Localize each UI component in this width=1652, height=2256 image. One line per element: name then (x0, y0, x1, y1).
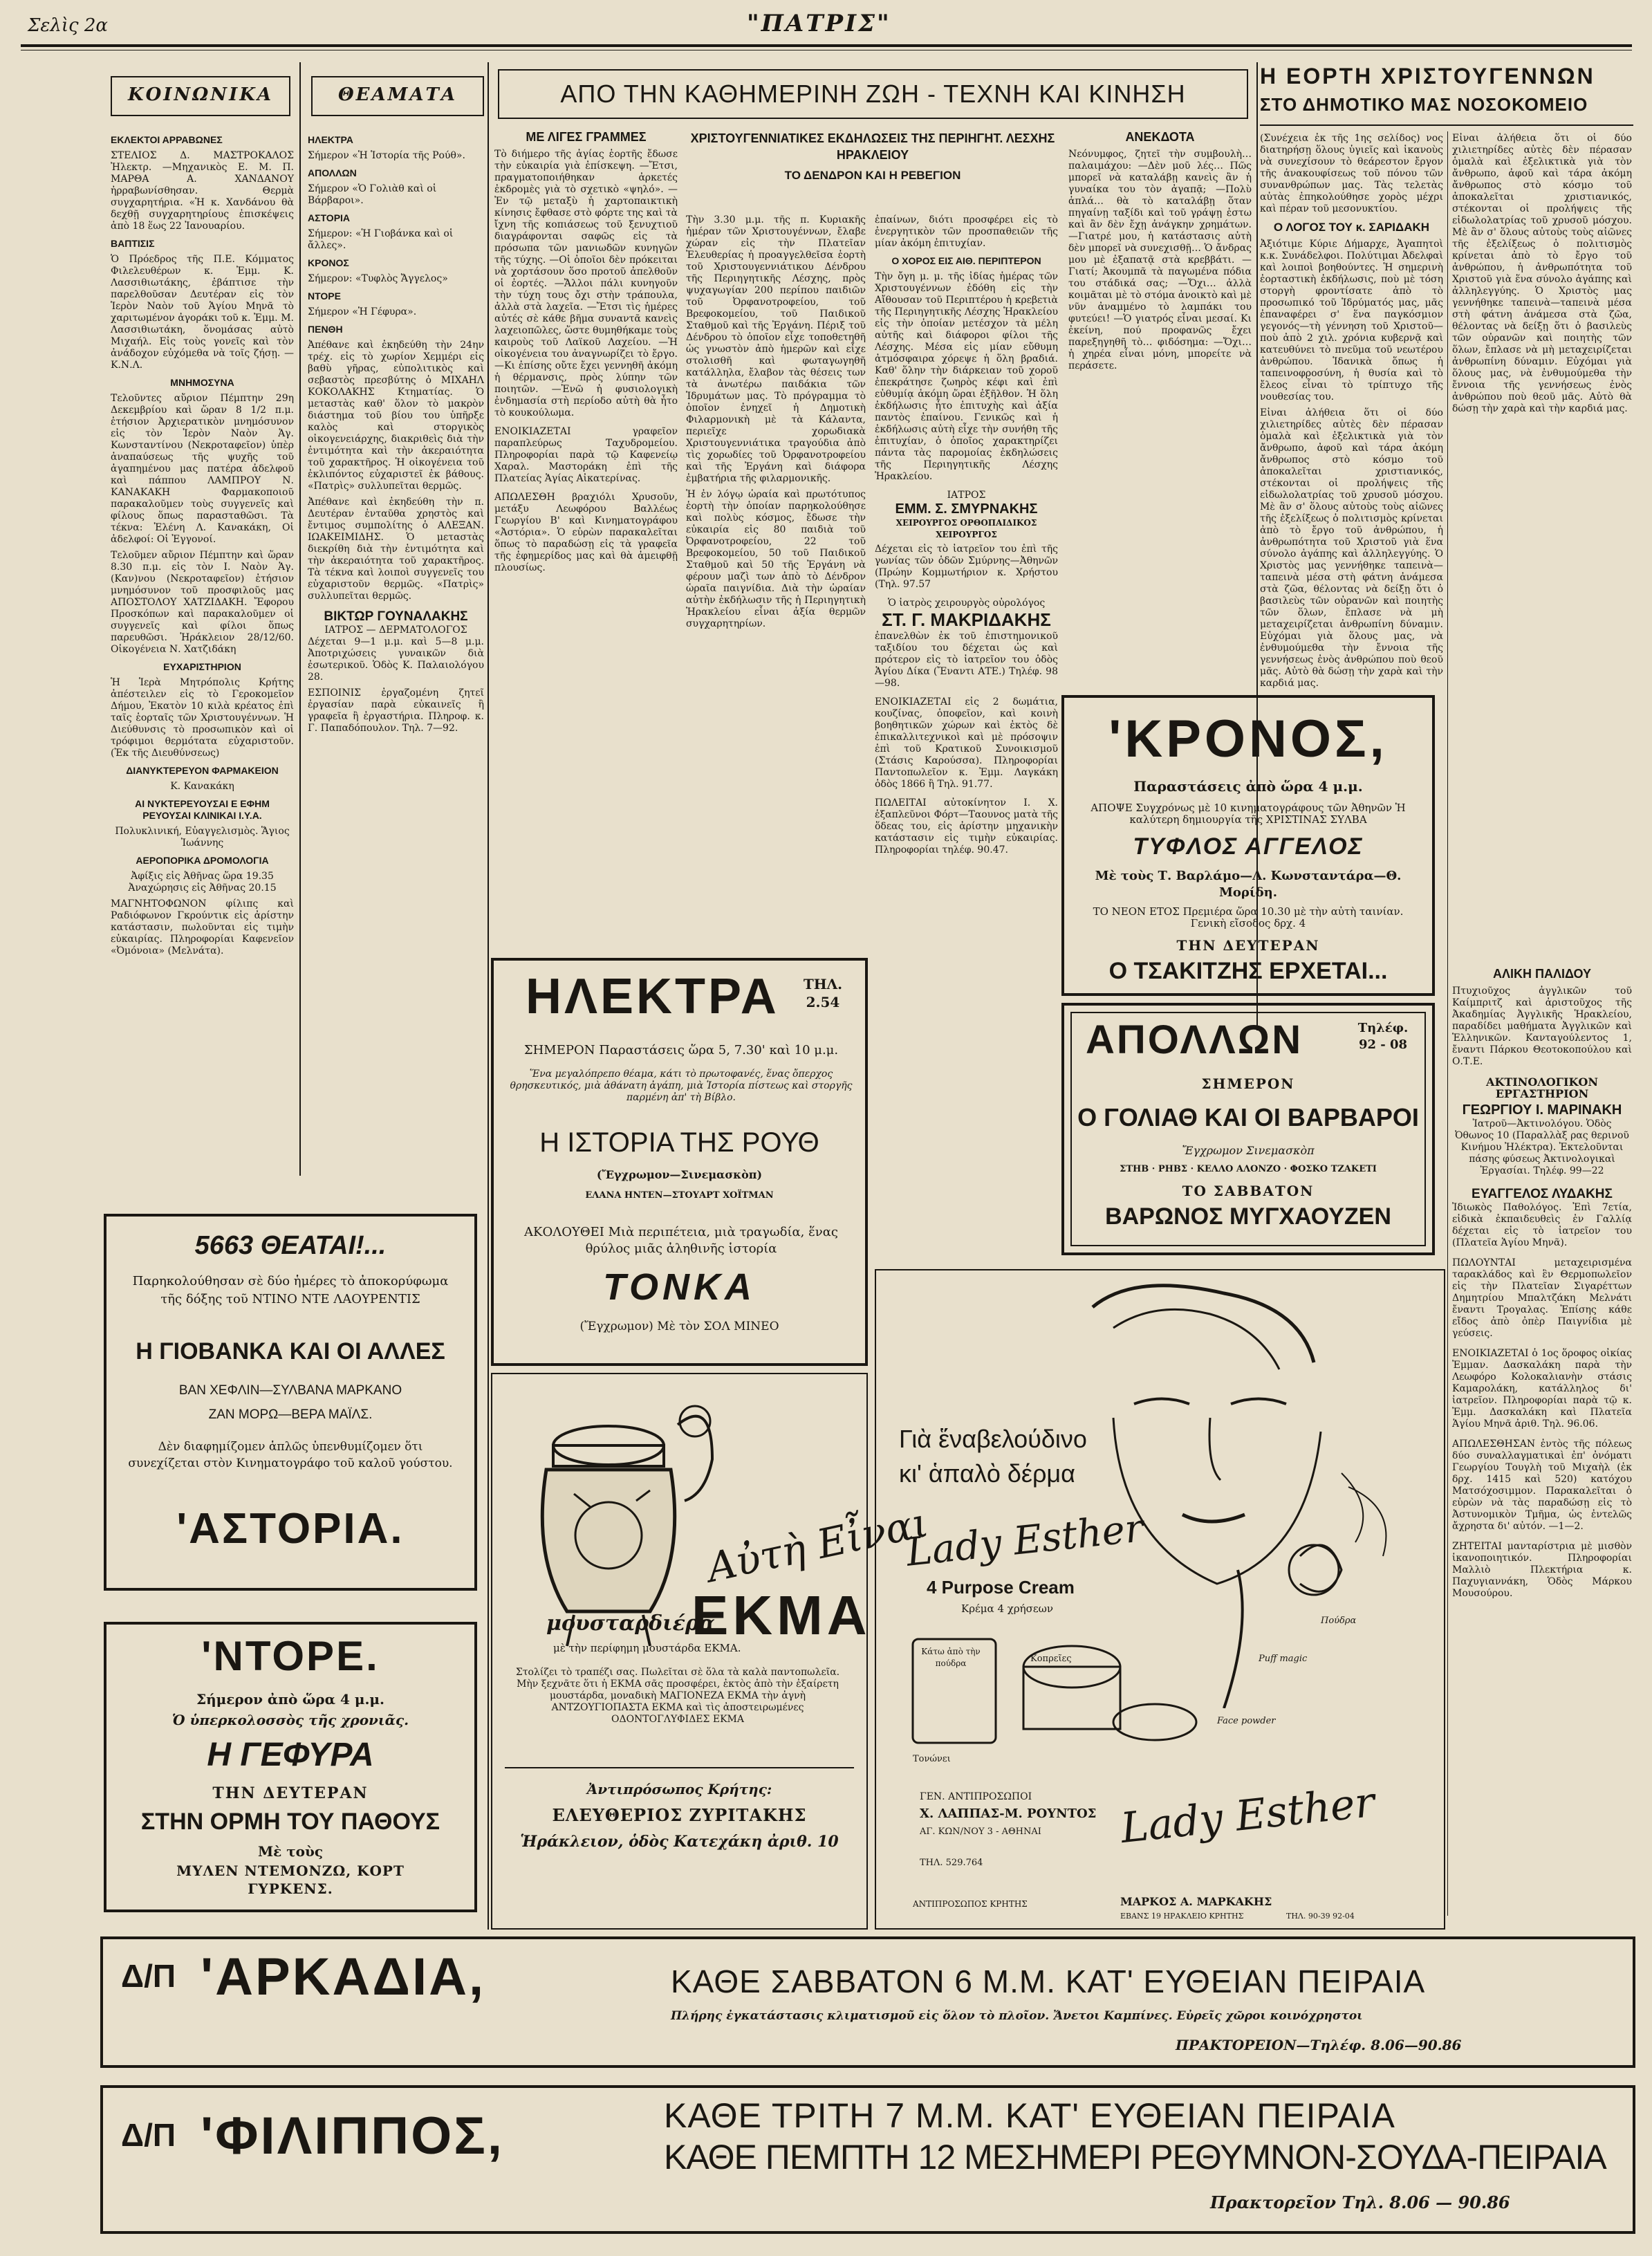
column-divider (488, 62, 489, 1930)
arkadia-name: 'ΑΡΚΑΔΙΑ, (201, 1948, 486, 2006)
dance-heading: Ο ΧΟΡΟΣ ΕΙΣ ΑΙΘ. ΠΕΡΙΠΤΕΡΟΝ (891, 255, 1041, 266)
thanks-heading: ΕΥΧΑΡΙΣΤΗΡΙΟΝ (163, 661, 241, 672)
lady-reps-addr: ΑΓ. ΚΩΝ/ΝΟΥ 3 - ΑΘΗΝΑΙ (920, 1827, 1041, 1837)
ekma-product: μουσταρδιέρα (546, 1611, 715, 1636)
rent-notice-1: ΕΝΟΙΚΙΑΖΕΤΑΙ γραφεῖον παραπλεύρως Ταχυδρομείου. Πληροφορίαι παρὰ τῷ Καφενείῳ Χαραλ. Μαστοράκη ἐπὶ τῆς Πλατείας Ἁγίας Αἰκατερίνας. (494, 426, 678, 484)
hospital-rule (1260, 124, 1633, 126)
ntore-ad-film: Η ΓΕΦΥΡΑ (207, 1737, 374, 1773)
tree-col-2 (875, 214, 1058, 856)
lady-reps: Χ. ΛΑΠΠΑΣ-Μ. ΡΟΥΝΤΟΣ (920, 1806, 1097, 1821)
astoria-heading: ΑΣΤΟΡΙΑ (308, 212, 351, 223)
lost-notice: ΑΠΩΛΕΣΘΗ βραχιόλι Χρυσοῦν, μετάξυ Λεωφόρου Βαλλέως Γεωργίου Β' καὶ Κινηματογράφου «Ἀστόρια». Ὁ εὑρὼν παρακαλεῖται ὅπως τὸ παραδώσῃ εἰς τὰ γραφεῖα τῆς ἐφημερίδος μας καὶ θὰ ἀμειφθῇ πλουσίως. (494, 492, 678, 573)
lady-esther-heading-1: Γιὰ ἕναβελούδινο (899, 1425, 1087, 1453)
penthos-text-2: Ἀπέθανε καὶ ἐκηδεύθη τὴν π. Δευτέραν ἐνταῦθα χρηστὸς καὶ ἔντιμος συμπολίτης ὁ ΑΛΕΞΑΝ. ΙΩΑΚΕΙΜΙΔΗΣ. Ὁ μεταστὰς διεκρίθη διὰ τὴν ἐντιμότητα καὶ τὴν ἀκεραιότητα τοῦ χαρακτῆρος. Τὰ τέκνα καὶ λοιποὶ συγγενεῖς του εὐχαριστοῦν θερμῶς. «Πατρὶς» συλλυπεῖται θερμῶς. (308, 497, 484, 602)
astoria-ad-title: 5663 ΘΕΑΤΑΙ!... (194, 1231, 387, 1260)
masthead-rule (21, 44, 1632, 47)
anecdotes-column (1068, 124, 1252, 372)
ekma-rep: ΕΛΕΥΘΕΡΙΟΣ ΖΥΡΙΤΑΚΗΣ (552, 1805, 807, 1825)
electra-ad-title: ΗΛΕΚΤΡΑ (526, 969, 779, 1024)
xray-heading: ΑΚΤΙΝΟΛΟΓΙΚΟΝ ΕΡΓΑΣΤΗΡΙΟΝ (1486, 1075, 1598, 1100)
lost-bills-ad: ΑΠΩΛΕΣΘΗΣΑΝ ἐντὸς τῆς πόλεως δύο συναλλαγματικαὶ ἐπ' ὀνόματι Γεωργίου Τουγλὴ τοῦ Μιχαὴλ (ἐκ δρχ. 1415 καὶ 520) κατόχου Ματσόχοσιμμον. Παρακαλεῖται ὁ εὑρὼν νὰ τὰς παραδώσῃ εἰς τὸ Ἀστυνομικὸν Τμῆμα, ὡς ἐντελῶς ἄχρηστα δι' αὐτόν. —1—2. (1452, 1439, 1632, 1532)
anecdotes-heading: ΑΝΕΚΔΟΤΑ (1125, 130, 1195, 144)
arkadia-prefix: Δ/Π (121, 1958, 176, 1994)
alice-heading: ΑΛΙΚΗ ΠΑΛΙΔΟΥ (1493, 967, 1591, 981)
kronos-ad-times: Παραστάσεις ἀπὸ ὥρα 4 μ.μ. (1133, 778, 1363, 795)
speech-text: Ἀξιότιμε Κύριε Δήμαρχε, Ἀγαπητοὶ κ.κ. Συνάδελφοι. Πολύτιμαι Ἀδελφαὶ καὶ λοιποὶ βοηθούντες. Ἡ σημερινὴ ἐορταστικὴ ἐκδήλωσις, ποὺ μὲ τόση στοργὴ φροντίσατε ἀπὸ τὸ προσωπικό τοῦ Ἱδρύματός μας, μᾶς ἐπαναφέρει σ' ἕνα παγκόσμιον γεγονός—τὴ γέννηση τοῦ Χριστοῦ—ποὺ ἀπὸ 2 χιλ. χρόνια κυβερνᾷ καὶ κατευθύνει τὸ πνεῦμα τοῦ νεωτέρου ἀνθρώπου. Ἱδανικὰ ὅπως ἡ ταπεινοφροσύνη, ἡ θυσία καὶ τὸ ἔλεος εἶναι τὸ τρίπτυχο τῆς νουθεσίας του. (1260, 239, 1443, 403)
cream-jars-icon (899, 1625, 1210, 1757)
ntore-ad-sub: Ὁ ὑπερκολοσσὸς τῆς χρονιᾶς. (171, 1712, 409, 1728)
social-title: ΚΟΙΝΩΝΙΚΑ (127, 84, 273, 105)
ekma-rule (505, 1767, 854, 1768)
apollon-ad-film-2: ΒΑΡΩΝΟΣ ΜΥΓΧΑΟΥΖΕΝ (1105, 1203, 1391, 1230)
electra-ad-color-2: (Ἔγχρωμον) Μὲ τὸν ΣΟΛ ΜΙΝΕΟ (579, 1320, 779, 1333)
ekma-address: Ἡράκλειον, ὁδὸς Κατεχάκη ἀριθ. 10 (520, 1833, 839, 1851)
xray-name: ΓΕΩΡΓΙΟΥ Ι. ΜΑΡΙΝΑΚΗ (1462, 1102, 1622, 1118)
column-divider (1447, 131, 1448, 1916)
tree-text-2: Ἡ ἐν λόγῳ ὡραία καὶ πρωτότυπος ἑορτὴ τὴν ὁποίαν παρηκολούθησε καὶ πολὺς κόσμος, ἔδωσε τὴν εὐκαιρία εἰς 80 παιδιὰ τοῦ Ὀρφανοτροφείου, 22 τοῦ Βρεφοκομείου, 50 τοῦ Παιδικοῦ Σταθμοῦ καὶ 50 τῆς Ἐργάνη νὰ φέρουν μαζὶ των ἀπὸ τὸ Δένδρον ὡραῖα παιγνίδια. Διὰ τὴν ὡραίαν αὐτὴν ἐκδήλωσιν τῆς ἡ Περιηγητικὴ Ἡρακλείου εἶναι ἀξία θερμῶν συγχαρητηρίων. (686, 489, 866, 629)
ekma-rep-label: Ἀντιπρόσωπος Κρήτης: (586, 1781, 772, 1797)
astoria-ad-cast-1: ΒΑΝ ΧΕΦΛΙΝ—ΣΥΛΒΑΝΑ ΜΑΡΚΑΝΟ (178, 1383, 402, 1398)
kronos-ad-title: 'ΚΡΟΝΟΣ, (1108, 710, 1388, 768)
lady-crete-label: ΑΝΤΙΠΡΟΣΩΠΟΣ ΚΡΗΤΗΣ (913, 1899, 1028, 1909)
apollon-ad-sat: ΤΟ ΣΑΒΒΑΤΟΝ (1182, 1183, 1315, 1199)
penthos-text: Ἀπέθανε καὶ ἐκηδεύθη τὴν 24ην τρέχ. εἰς τὸ χωρίον Χεμμέρι εἰς βαθὺ γῆρας, εὐπολιτικὸς καὶ σεβαστὸς πρεσβύτης ὁ ΜΙΧΑΗΛ ΚΟΚΟΛΑΚΗΣ Κτηματίας. Ὁ μεταστὰς καθ' ὅλον τὸ μακρὸν διάστημα τοῦ βίου του ὑπῆρξε καλὸς καὶ στοργικὸς οἰκογενειάρχης, διακριθεὶς διὰ τὴν ἐντιμότητα καὶ τὴν ἀκεραιότητα τοῦ χαρακτῆρος. Ἡ οἰκογένεια τοῦ ἐκλιπόντος εὐχαριστεῖ ἐκ βάθους. «Πατρὶς» συλλυπεῖται θερμῶς. (308, 340, 484, 492)
ekma-text: Στολίζει τὸ τραπέζι σας. Πωλεῖται σὲ ὅλα τὰ καλὰ παντοπωλεῖα. Μὴν ξεχνᾶτε ὅτι ἡ ΕΚΜΑ σᾶς προσφέρει, ἐκτὸς ἀπὸ τὴν ἐξαίρετη μουστάρδα, μοναδικὴ ΜΑΓΙΟΝΕΖΑ ΕΚΜΑ τὴν ἁγνὴ ΑΝΤΖΟΥΓΙΟΠΑΣΤΑ ΕΚΜΑ καὶ τὶς ἀποστειρωμένες ΟΔΟΝΤΟΓΛΥΦΙΔΕΣ ΕΚΜΑ (515, 1667, 840, 1725)
hospital-title-2: ΣΤΟ ΔΗΜΟΤΙΚΟ ΜΑΣ ΝΟΣΟΚΟΜΕΙΟ (1260, 94, 1588, 115)
speech-heading: Ο ΛΟΓΟΣ ΤΟΥ κ. ΣΑΡΙΔΑΚΗ (1273, 221, 1430, 234)
kronos-text: Σήμερον: «Τυφλὸς Ἄγγελος» (308, 273, 448, 284)
hospital-col-2-top (1452, 133, 1632, 415)
ntore-ad-monday: ΤΗΝ ΔΕΥΤΕΡΑΝ (212, 1784, 369, 1802)
rent-ad: ΕΝΟΙΚΙΑΖΕΤΑΙ ὁ 1ος ὅροφος οἰκίας Ἐμμαν. Δασκαλάκη παρὰ τὴν Λεωφόρο Κολοκαλιανὴν στάσις Καμαρολάκη, κατάλληλος δι' ἰατρεῖον. Πληροφορίαι παρὰ τῷ κ. Ἐμμ. Δασκαλάκη καὶ Πλατεῖα Ἁγίου Μηνᾶ ἀριθ. Τηλ. 96.06. (1452, 1348, 1632, 1430)
kronos-ad-desc: ΑΠΟΨΕ Συγχρόνως μὲ 10 κινηματογράφους τῶν Ἀθηνῶν Ἡ καλύτερη δημιουργία τῆς ΧΡΙΣΤΙΝΑΣ ΣΥΛΒΑ (1090, 802, 1406, 826)
kronos-heading: ΚΡΟΝΟΣ (308, 257, 349, 268)
apollon-ad-today: ΣΗΜΕΡΟΝ (1201, 1075, 1295, 1092)
speech-text-side: Εἶναι ἀλήθεια ὅτι οἱ δύο χιλιετηρίδες αὐτὲς δὲν πέρασαν ὁμαλὰ καὶ ἐξελικτικὰ γιὰ τὸν ἄνθρωπο, ἀφοῦ καὶ τάρα ἀκόμη ἄνθρωπος στὸ κόσμο τοῦ ἀποκαλεῖται χριστιανικός, στέκονται οἱ προλήψεις τῆς εἰδωλολατρίας τοῦ χρυσοῦ μόσχου. Μὲ ἂν σ' ὅλους αὐτοὺς τοὺς αἰῶνες τῆς ἐξελίξεως ὁ πολιτισμὸς κρίνεται ἀπὸ τὸ ἔργο τοῦ ἀνθρώπου, ἡ ἀνθρωπότητα τοῦ Χριστοῦ γιὰ ἕνα σύνολο ἀγάπης καὶ ἀλληλεγγύης. Ὁ Χριστὸς μας γεννήθηκε ταπεινὰ—ταπεινὰ μέσα στὴ φάτνη ἀνάμεσα στὰ ζῶα, θέλοντας νὰ δείξῃ ὅτι ὁ βασιλεὺς τῶν οὐρανῶν καὶ ποιητὴς τῶν ὅλων, ἔπλασε νὰ μὴ μεταχειρίζεται ἀνθρωπίνη δύναμιν. Εὐχόμαι γιὰ ὅλους μας, νὰ ἐνθυμούμεθα τὴν ἔννοια τῆς γεννήσεως ἐνὸς ἀνθρώπου ποὺ θεοῦ μᾶς. Αὐτὸ θὰ δώσῃ τὴν χαρὰ καὶ τὴν καρδιά μας. (1452, 133, 1632, 414)
astoria-ad-cast-2: ΖΑΝ ΜΟΡΩ—ΒΕΡΑ ΜΑΪΛΣ. (208, 1407, 373, 1422)
hospital-col-2 (1452, 961, 1632, 1600)
lady-esther-brand-2: Lady Esther (1118, 1777, 1377, 1853)
ekma-slogan: Αὐτὴ Εἶναι (703, 1498, 933, 1592)
lady-crete-addr: ΕΒΑΝΣ 19 ΗΡΑΚΛΕΙΟ ΚΡΗΤΗΣ (1120, 1912, 1244, 1921)
arkadia-tel: ΠΡΑΚΤΟΡΕΙΟΝ—Τηλέφ. 8.06—90.86 (1176, 2037, 1462, 2053)
doctor-smyr-title: ΧΕΙΡΟΥΡΓΟΣ ΟΡΘΟΠΑΙΔΙΚΟΣ ΧΕΙΡΟΥΡΓΟΣ (895, 518, 1037, 539)
tree-heading: ΤΟ ΔΕΝΔΡΟΝ ΚΑΙ Η ΡΕΒΕΓΙΟΝ (784, 169, 961, 182)
doctor-smyr-label: ΙΑΤΡΟΣ (947, 490, 986, 501)
lady-esther-heading-2: κι' ἁπαλὸ δέρμα (899, 1459, 1075, 1488)
apollon-ad-cast: ΣΤΗΒ · ΡΗΒΣ · ΚΕΛΛΟ ΑΛΟΝΖΟ · ΦΟΣΚΟ ΤΖΑΚΕΤΙ (1120, 1164, 1377, 1174)
ntore-ad-title: 'ΝΤΟΡΕ. (201, 1633, 380, 1679)
alice-text: Πτυχιοῦχος ἀγγλικῶν τοῦ Καίμπριτζ καὶ ἀριστοῦχος τῆς Ἀκαδημίας Ἀγγλικῆς Ἡρακλείου, παραδίδει μαθήματα Ἀγγλικῶν καὶ Ἑλληνικῶν. Κανταγούλεντος 1, ἔναντι Πάρκου Θεοτοκοπούλου καὶ Ο.Τ.Ε. (1452, 986, 1632, 1067)
filippos-prefix: Δ/Π (121, 2117, 176, 2153)
ntore-ad-film-2: ΣΤΗΝ ΟΡΜΗ ΤΟΥ ΠΑΘΟΥΣ (140, 1809, 440, 1835)
ekma-sub: μὲ τὴν περίφημη μουστάρδα ΕΚΜΑ. (553, 1642, 741, 1654)
engagements-heading: ΕΚΛΕΚΤΟΙ ΑΡΡΑΒΩΝΕΣ (111, 134, 223, 145)
ntore-ad-cast: ΜΥΛΕΝ ΝΤΕΜΟΝΖΩ, ΚΟΡΤ ΓΥΡΚΕΝΣ. (176, 1862, 405, 1897)
lady-esther-sub: Κρέμα 4 χρήσεων (961, 1602, 1054, 1615)
lydakis-heading: ΕΥΑΓΓΕΛΟΣ ΛΥΔΑΚΗΣ (1472, 1187, 1613, 1201)
doctor-mak-text: ἐπανελθὼν ἐκ τοῦ ἐπιστημονικοῦ ταξιδίου του δέχεται ὡς καὶ πρότερον εἰς τὸ ἰατρεῖον του ὁδὸς Ἁγίου Δίκα (Ἔναντι ΑΤΕ.) Τηλέφ. 98—98. (875, 631, 1058, 689)
tree-text (686, 214, 866, 630)
doctor-text: Δέχεται 9—1 μ.μ. καὶ 5—8 μ.μ. Ἀποτριχώσεις γυναικῶν διὰ ἐσωτερικοῦ. Ὁδὸς Κ. Παλαιολόγου 28. (308, 636, 484, 683)
hospital-col-1 (1260, 133, 1443, 690)
ntore-ad-today: Σήμερον ἀπὸ ὥρα 4 μ.μ. (196, 1691, 385, 1708)
astoria-text: Σήμερον: «Ἡ Γιοβάνκα καὶ οἱ ἄλλες». (308, 228, 454, 251)
speech-text-continued: Εἶναι ἀλήθεια ὅτι οἱ δύο χιλιετηρίδες αὐτὲς δὲν πέρασαν ὁμαλὰ καὶ ἐξελικτικὰ γιὰ τὸν ἄνθρωπο, ἀφοῦ καὶ τάρα ἀκόμη ἄνθρωπος στὸ κόσμο τοῦ ἀποκαλεῖται χριστιανικός, στέκονται οἱ προλήψεις τῆς εἰδωλολατρίας τοῦ χρυσοῦ μόσχου. Μὲ ἂν σ' ὅλους αὐτοὺς τοὺς αἰῶνες τῆς ἐξελίξεως ὁ πολιτισμὸς κρίνεται ἀπὸ τὸ ἔργο τοῦ ἀνθρώπου, ἡ ἀνθρωπότητα τοῦ Χριστοῦ γιὰ ἕνα σύνολο ἀγάπης καὶ ἀλληλεγγύης. Ὁ Χριστὸς μας γεννήθηκε ταπεινὰ—ταπεινὰ μέσα στὴ φάτνη ἀνάμεσα στὰ ζῶα, θέλοντας νὰ δείξῃ ὅτι ὁ βασιλεὺς τῶν οὐρανῶν καὶ ποιητὴς τῶν ὅλων, ἔπλασε νὰ μὴ μεταχειρίζεται ἀνθρωπίνη δύναμιν. Εὐχόμαι γιὰ ὅλους μας, νὰ ἐνθυμούμεθα τὴν ἔννοια τῆς γεννήσεως ἐνὸς ἀνθρώπου ποὺ θεοῦ μᾶς. Αὐτὸ θὰ δώσῃ τὴν χαρὰ καὶ τὴν καρδιά μας. (1260, 407, 1443, 689)
filippos-route-1: ΚΑΘΕ ΤΡΙΤΗ 7 Μ.Μ. ΚΑΤ' ΕΥΘΕΙΑΝ ΠΕΙΡΑΙΑ (664, 2096, 1395, 2135)
electra-ad-color: (Ἔγχρωμον—Σινεμασκὸπ) (596, 1168, 763, 1181)
ntore-text: Σήμερον «Ἡ Γέφυρα». (308, 306, 417, 317)
memorials-text: Τελοῦντες αὔριον Πέμπτην 29η Δεκεμβρίου καὶ ὥραν 8 1/2 π.μ. ἐτήσιον Ἀρχιερατικὸν μνημόσυνον εἰς τὸν Ἱερὸν Ναὸν Ἁγ. Κωνσταντίνου (Νεκροταφεῖον) ὑπὲρ ἀναπαύσεως τῆς ψυχῆς τοῦ ἀγαπημένου μας πατέρα ἀδελφοῦ καὶ πάππου ΛΑΜΠΡΟΥ Ν. ΚΑΝΑΚΑΚΗ Φαρμακοποιοῦ παρακαλοῦμεν τοὺς συγγενεῖς καὶ φίλους ὅπως παρασταθῶσι. Τὰ τέκνα: Ἑλένη Λ. Κανακάκη, Οἱ ἀδελφοί: Οἱ Ἐγγονοί. (111, 393, 294, 545)
lydakis-text: Ἰδιωκὸς Παθολόγος. Ἐπὶ 7ετία, εἰδικὰ ἐκπαιδευθεὶς ἐν Γαλλίᾳ δέχεται εἰς τὸ ἰατρεῖον του (Πλατεῖα Ἁγίου Μηνᾶ). (1452, 1202, 1632, 1248)
lady-esther-brand: Lady Esther (904, 1506, 1146, 1575)
doctor-mak-label: Ὁ ἰατρὸς χειρουργὸς οὐρολόγος (887, 598, 1046, 609)
clinics-heading: ΑΙ ΝΥΚΤΕΡΕΥΟΥΣΑΙ Ε ΕΦΗΜ ΡΕΥΟΥΣΑΙ ΚΛΙΝΙΚΑΙ Ι.Υ.Α. (135, 798, 270, 821)
lady-crete-name: ΜΑΡΚΟΣ Α. ΜΑΡΚΑΚΗΣ (1120, 1895, 1272, 1908)
lady-reps-label: ΓΕΝ. ΑΝΤΙΠΡΟΣΩΠΟΙ (920, 1791, 1032, 1802)
astoria-ad-note: Δὲν διαφημίζομεν ἁπλῶς ὑπενθυμίζομεν ὅτι συνεχίζεται στὸν Κινηματογράφο τοῦ καλοῦ γούστου. (128, 1440, 453, 1470)
lady-esther-jars (899, 1625, 1210, 1757)
kronos-ad-film-2: Ο ΤΣΑΚΙΤΖΗΣ ΕΡΧΕΤΑΙ... (1108, 958, 1388, 984)
electra-heading: ΗΛΕΚΤΡΑ (308, 134, 353, 145)
astoria-ad-text: Παρηκολούθησαν σὲ δύο ἡμέρες τὸ ἀποκορύφωμα τῆς δόξης τοῦ ΝΤΙΝΟ ΝΤΕ ΛΑΟΥΡΕΝΤΙΣ (132, 1274, 449, 1306)
apollon-ad-tel: Τηλέφ. 92 - 08 (1357, 1021, 1409, 1052)
social-column (111, 129, 294, 957)
missing-notice: ΕΣΠΟΙΝΙΣ ἐργαζομένη ζητεῖ ἐργασίαν παρὰ εὐκαινεῖς ἢ γραφεῖα ἢ ἐργαστήρια. Πληροφ. κ. Γ. Παπαδόπουλον. Τηλ. 7—92. (308, 687, 484, 734)
filippos-tel: Πρακτορεῖον Τηλ. 8.06 — 90.86 (1210, 2192, 1510, 2212)
filippos-route-2: ΚΑΘΕ ΠΕΜΠΤΗ 12 ΜΕΣΗΜΕΡΙ ΡΕΘΥΜΝΟΝ-ΣΟΥΔΑ-ΠΕΙΡΑΙΑ (664, 2138, 1606, 2176)
electra-ad-film-2: ΤΟΝΚΑ (602, 1266, 756, 1308)
doctor-smyr-name: ΕΜΜ. Σ. ΣΜΥΡΝΑΚΗΣ (895, 501, 1038, 517)
electra-ad-desc: Ἕνα μεγαλόπρεπο θέαμα, κάτι τὸ πρωτοφανές, ἕνας ὄπερχος θρησκευτικός, μιὰ ἀθάνατη ἀγάπη, μιὰ Ἱστορία πίστεως καὶ στοργῆς παρμένη ἀπ' τὴ Βίβλο. (510, 1069, 853, 1103)
page-label: Σελὶς 2α (28, 15, 108, 36)
engagements-text: ΣΤΕΛΙΟΣ Δ. ΜΑΣΤΡΟΚΑΛΟΣ Ἠλεκτρ. —Μηχανικὸς Ε. Μ. Π. ΜΑΡΘΑ Α. ΧΑΝΔΑΝΟΥ ἠρραβωνίσθησαν. Θερμὰ συγχαρητήρια. «Ἡ κ. Χανδάνου θὰ δεχθῇ συγχαρητηρίους ἐπισκέψεις ἀπὸ 18 ἕως 22 Ἰανουαρίου. (111, 150, 294, 232)
kronos-ad-film: ΤΥΦΛΟΣ ΑΓΓΕΛΟΣ (1133, 833, 1364, 860)
lady-label-under-powder: Κάτω ἀπὸ τὴν πούδρα (921, 1647, 981, 1668)
doctor-title: ΙΑΤΡΟΣ — ΔΕΡΜΑΤΟΛΟΓΟΣ (324, 625, 467, 636)
few-lines-text: Τὸ διήμερο τῆς ἁγίας ἑορτῆς ἔδωσε τὴν εὐκαιρία γιὰ ἐπίσκεψη. —Ἔτσι, πραγματοποιήθηκαν ἀρκετές ἐκδρομὲς γιὰ τὸ σχετικὸ «ψηλό». —Ἐν τῷ μεταξὺ ἡ χαρτοπαικτικὴ κίνησις ἔφθασε στὸ φόρτε της καὶ τὰ ἴχνη τῆς κοπιάσεως τοῦ ξενυχτιοῦ διαγράφονται σαφῶς εἰς τὰ πρόσωπα τῶν μανιωδῶν κυνηγῶν τῆς τύχης. —Οἱ ὁποῖοι δὲν πρόκειται νὰ χορτάσουν ὅσο προτοῦ ἀπελθοῦν οἱ ἐορτές. —Ἄλλοι πάλι κυνηγοῦν τὴν τύχη τους ὄχι στὴν τράπουλα, ἀλλὰ στὰ λαχεῖα. —Ἔτσι τὶς ἡμέρες αὐτές σὲ κάθε βῆμα συναντᾶ κανεὶς λαχειοπῶλες, ὥστε θυμηθήκαμε τοὺς καιροὺς τοῦ Λαϊκοῦ Λαχείου. —Ἡ οἰκογένεια του ἀναγνωρίζει τὸ ἔργο. —Κι ἐπίσης οὔτε ἔχει γεννηθῆ ἀκόμη ἡ θέρμανσις, πρὸς λύπην τῶν ποιητῶν. —Ἐνῶ ἡ φυσιολογικὴ ἐνδημασία στὴ περίοδο αὐτὴ θὰ ἦτο τὸ κουκούλωμα. (494, 149, 678, 418)
air-heading: ΑΕΡΟΠΟΡΙΚΑ ΔΡΟΜΟΛΟΓΙΑ (136, 855, 269, 866)
arkadia-desc: Πλήρης ἐγκατάστασις κλιματισμοῦ εἰς ὅλον τὸ πλοῖον. Ἄνετοι Καμπίνες. Εὐρεῖς χῶροι κοινόχρηστοι (671, 2009, 1363, 2023)
hospital-text: (Συνέχεια ἐκ τῆς 1ης σελίδος) νος διατηρήσῃ ὅλους ὑγιεῖς καὶ ἱκανοὺς νὰ συνεχίσουν τὸ θεάρεστον ἔργον τῆς ἀνακουφίσεως τοῦ πόνου τῶν συνανθρώπων μας. Τὰς τελετὰς αὐτὰς ἐπηκολούθησε χορὸς μέχρι καὶ πέραν τοῦ μεσονυκτίου. (1260, 133, 1443, 214)
anecdotes-text: Νεόνυμφος, ζητεῖ τὴν συμβουλὴ… παλαιμάχου: —Δὲν μοῦ λές… Πῶς μπορεῖ νὰ καταλάβῃ κανεὶς ἂν ἡ γυναίκα του τὸν ἀγαπᾷ; —Πολὺ ἁπλά… θὰ τὸ καταλάβῃ ὅταν πηγαίνῃ ταξίδι καὶ τοῦ γράψῃ ἐστω καὶ ἂν δὲν ἔχῃ ἀνάγκην χρημάτων. —Γιατρέ μου, ἡ κατάστασις αὐτὴ δὲν μπορεῖ νὰ συνεχισθῇ… Ὁ ἄνδρας μου μὲ ἐξαπατᾷ στὰ κρεββάτι. —Γιατί; Ἀκουμπᾶ τὰ παγωμένα πόδια του στάδικά σας; —Ὄχι… ἀλλὰ κοιμᾶται μὲ τὸ στόμα ἀνοικτὸ καὶ μὲ νῦν ἀναμμένο τὸ λαμπάκι του φυτεύει! —Ὁ γιατρός εἶναι μεσαί. Κι ἐκείνη, πού προφανῶς ἔχει παρεξηγηθῆ τὸ… φιδόσημα: —Ὄχι… ἡ χηρέα εἶναι μόνη, μπορείτε νὰ περάσετε. (1068, 149, 1252, 371)
kronos-ad-note: ΤΟ ΝΕΟΝ ΕΤΟΣ Πρεμιέρα ὥρα 10.30 μὲ τὴν αὐτὴ ταινίαν. Γενικὴ εἴσοδος δρχ. 4 (1093, 905, 1404, 930)
air-text: Ἀφίξις εἰς Ἀθῆνας ὥρα 19.35 Ἀναχώρησις εἰς Ἀθῆνας 20.15 (128, 871, 277, 894)
kronos-ad-cast: Μὲ τοὺς Τ. Βαρλάμο—Λ. Κωνσταντάρα—Θ. Μορίδη. (1095, 869, 1402, 900)
rent-notice-2: ΕΝΟΙΚΙΑΖΕΤΑΙ εἰς 2 δωμάτια, κουζίνας, ὁποφεῖον, καὶ κοινὴ βοηθητικῶν χώρων καὶ ἐκτὸς δὲ ἐπικαλλιτεχνικοὶ καὶ μὲ πρόσοψιν ἐπὶ τοῦ Κρατικοῦ Συνοικισμοῦ (Στάσις Καρούσσα). Πληροφορίαι Παντοπωλεῖον κ. Ἐμμ. Λαγκάκη ὁδὸς 1866 ἢ Τηλ. 91.77. (875, 696, 1058, 790)
doctor-mak-name: ΣΤ. Γ. ΜΑΚΡΙΔΑΚΗΣ (882, 609, 1051, 630)
memorials-text-2: Τελοῦμεν αὔριον Πέμπτην καὶ ὥραν 8.30 π.μ. εἰς τὸν Ι. Ναὸν Ἁγ. (Καν)νου (Νεκροταφεῖον) ἐτήσιον μνημόσυνον τοῦ προσφιλοῦς μας ΑΠΟΣΤΟΛΟΥ ΧΑΤΖΙΔΑΚΗ. Ἔφορου Προσκόπων καὶ παρακαλοῦμεν οἱ συγγενεῖς καὶ φίλοι ὅπως παρευθῶσι. Ἡράκλειον 28/12/60. Οἰκογένεια Ν. Χατζιδάκη (111, 550, 294, 655)
theatre-title: ΘΕΑΜΑΤΑ (337, 84, 458, 105)
apollon-text: Σήμερον «Ὁ Γολιὰθ καὶ οἱ Βάρβαροι». (308, 183, 437, 206)
kronos-ad-monday: ΤΗΝ ΔΕΥΤΕΡΑΝ (1176, 937, 1320, 954)
electra-ad-film: Η ΙΣΤΟΡΙΑ ΤΗΣ ΡΟΥΘ (539, 1127, 819, 1158)
apollon-ad-color: Ἔγχρωμον Σινεμασκὸπ (1182, 1144, 1315, 1157)
electra-ad-cast: ΕΛΑΝΑ ΗΝΤΕΝ—ΣΤΟΥΑΡΤ ΧΟΪΤΜΑΝ (585, 1190, 774, 1201)
job-ad: ΖΗΤΕΙΤΑΙ μανταρίστρια μὲ μισθὸν ἱκανοποιητικόν. Πληροφορίαι Μαλλιὸ Πλεκτήρια κ. Παχυγιαννάκη, Ὁδὸς Μάρκου Μουσούρου. (1452, 1541, 1632, 1599)
apollon-ad-title: ΑΠΟΛΛΩΝ (1086, 1017, 1303, 1062)
baptisms-text: Ὁ Πρόεδρος τῆς Π.Ε. Κόμματος Φιλελευθέρων κ. Ἐμμ. Κ. Λασσιθιωτάκης, ἐβάπτισε τὴν παρελθοῦσαν Δευτέραν εἰς τὸν Ἱερὸν Ναὸν τοῦ Ἁγίου Μηνᾶ τὸ χαριτωμένον ἀγοράκι τοῦ κ. Ἐμμ. Μ. Λασσιθιωτάκη, ὅνομάσας αὐτὸ Μιχαήλ. Εἰς τοὺς γονεῖς καὶ τὸν ἀνάδοχον εὐχόμεθα νὰ τοῖς ζήσῃ. —Κ.Ν.Λ. (111, 254, 294, 371)
ntore-heading: ΝΤΟΡΕ (308, 290, 341, 302)
astoria-ad-cinema: 'ΑΣΤΟΡΙΑ. (176, 1505, 405, 1553)
christmas-events-heading: ΧΡΙΣΤΟΥΓΕΝΝΙΑΤΙΚΕΣ ΕΚΔΗΛΩΣΕΙΣ ΤΗΣ ΠΕΡΙΗΓΗΤ. ΛΕΣΧΗΣ ΗΡΑΚΛΕΙΟΥ (690, 131, 1055, 162)
lady-esther-product: 4 Purpose Cream (927, 1577, 1075, 1598)
few-lines-heading: ΜΕ ΛΙΓΕΣ ΓΡΑΜΜΕΣ (526, 130, 647, 144)
car-sale-notice: ΠΩΛΕΙΤΑΙ αὐτοκίνητον Ι. Χ. ἑξαπλεῦνοι Φόρτ—Ταουνος ματὰ τῆς ὅδεας του, εἰς ἀρίστην μηχανικὴν κατάστασιν εἰς τιμὴν εὐκαιρίας. Πληροφορίαι τηλέφ. 90.47. (875, 797, 1058, 856)
pharmacies-heading: ΔΙΑΝΥΚΤΕΡΕΥΟΝ ΦΑΡΜΑΚΕΙΟΝ (126, 765, 279, 776)
ntore-ad-with: Μὲ τοὺς (257, 1843, 324, 1860)
apollon-heading: ΑΠΟΛΛΩΝ (308, 167, 357, 178)
column-divider (299, 62, 301, 1176)
electra-ad-today: ΣΗΜΕΡΟΝ Παραστάσεις ὥρα 5, 7.30' καὶ 10 μ.μ. (523, 1043, 839, 1057)
lady-label-tone: Τονώνει (913, 1754, 951, 1764)
magnetophono-ad: ΜΑΓΝΗΤΟΦΩΝΟΝ φίλιπς καὶ Ραδιόφωνον Γκρούντικ εἰς ἀρίστην κατάστασιν, πωλοῦνται εἰς τιμὴν εὐκαιρίας. Πληροφορίαι Καφενεῖον «Ὀμόνοια» (Μελνάτα). (111, 898, 294, 956)
hospital-title-1: Η ΕΟΡΤΗ ΧΡΙΣΤΟΥΓΕΝΝΩΝ (1260, 64, 1595, 89)
ekma-brand: ΕΚΜΑ (692, 1584, 871, 1646)
arkadia-route: ΚΑΘΕ ΣΑΒΒΑΤΟΝ 6 Μ.Μ. ΚΑΤ' ΕΥΘΕΙΑΝ ΠΕΙΡΑΙΑ (671, 1963, 1426, 1999)
filippos-name: 'ΦΙΛΙΠΠΟΣ, (201, 2107, 504, 2165)
few-lines-column (494, 124, 678, 574)
lady-label-puff: Puff magic (1259, 1654, 1308, 1664)
tree-continuation: ἐπαίνων, διότι προσφέρει εἰς τὸ ἐνεργητικὸν τῶν προσπαθειῶν τῆς μίαν ἀκόμη ἐπιτυχίαν. (875, 214, 1058, 249)
thanks-text: Ἡ Ἱερὰ Μητρόπολις Κρήτης ἀπέστειλεν εἰς τὸ Γεροκομεῖον Δήμου, Ἐκατὸν 10 κιλὰ κρέατος ἐπὶ ταῖς ἑορταῖς τῶν Χριστουγέννων. Ἡ Διεύθυνσις τὸ προσωπικὸν καὶ οἱ τρόφιμοι θερμότατα εὐχαριστοῦν. (Ἐκ τῆς Διευθύνσεως) (111, 677, 294, 759)
clinics-text: Πολυκλινική, Εὐαγγελισμὸς. Ἅγιος Ἰωάννης (115, 826, 290, 849)
memorials-heading: ΜΝΗΜΟΣΥΝΑ (170, 377, 234, 388)
lady-label-powder: Πούδρα (1321, 1616, 1357, 1626)
pharmacies-text: Κ. Κανακάκη (170, 781, 234, 792)
dance-text: Τὴν ὄγη μ. μ. τῆς ἰδίας ἡμέρας τῶν Χριστουγέννων ἐδόθη εἰς τὴν Αἴθουσαν τοῦ Περιπτέρου ἡ κρεβετιὰ τῆς Περιηγητικῆς Λέσχης Ἡρακλείου εἰς τὴν ὁποίαν μετέσχον τὰ μέλη αὐτῆς καὶ διάφοροι φίλοι τῆς Λέσχης. Μέσα εἰς μίαν εὔθυμη ἀτμόσφαιρα χόρεψε ἡ ὅλη βραδιά. Καθ' ὅλην τὴν διάρκειαν τοῦ χοροῦ ἐπεκράτησε ζωηρὸς κέφι καὶ ἐπὶ εὐθυμίᾳ ἀκόμη ὥραι ἐξῆλθον. Ἡ ὅλη ἐκδήλωσις ἦτο ἐπιτυχὴς καὶ ἀξία παντὸς ἐπαίνου. Γενικῶς καὶ ἡ ἐκδήλωσις αὐτὴ εἶχε τὴν συνήθη τῆς ἐπιτυχίαν, ὁ ὁποῖος χαρακτηρίζει πάντα τὰς παρομοίας ἐκδηλώσεις τῆς Περιηγητικῆς Λέσχης Ἡρακλείου. (875, 271, 1058, 482)
christmas-events (686, 124, 1059, 187)
lady-tel: ΤΗΛ. 529.764 (920, 1858, 983, 1868)
lady-label-face-powder: Face powder (1217, 1716, 1276, 1726)
baptisms-heading: ΒΑΠΤΙΣΙΣ (111, 238, 155, 249)
penthos-heading: ΠΕΝΘΗ (308, 324, 343, 335)
newspaper-name: "ΠΑΤΡΙΣ" (747, 10, 891, 37)
electra-ad-next: ΑΚΟΛΟΥΘΕΙ Μιὰ περιπέτεια, μιὰ τραγωδία, ἕνας θρύλος μιᾶς ἀληθινῆς ἱστορία (524, 1225, 838, 1256)
theatre-column (308, 129, 484, 734)
lady-label-cleanse: Κοπρεῖες (1030, 1654, 1072, 1664)
doctor-name: ΒΙΚΤΩΡ ΓΟΥΝΑΛΑΚΗΣ (324, 609, 468, 624)
electra-text: Σήμερον «Ἡ Ἱστορία τῆς Ρούθ». (308, 150, 465, 161)
astoria-ad-film: Η ΓΙΟΒΑΝΚΑ ΚΑΙ ΟΙ ΑΛΛΕΣ (136, 1338, 445, 1365)
daily-life-title: ΑΠΟ ΤΗΝ ΚΑΘΗΜΕΡΙΝΗ ΖΩΗ - ΤΕΧΝΗ ΚΑΙ ΚΙΝΗΣΗ (560, 80, 1186, 108)
tree-text-1: Τὴν 3.30 μ.μ. τῆς π. Κυριακῆς ἡμέραν τῶν Χριστουγέννων, ἔλαβε χώραν εἰς τὴν Πλατεῖαν Ἐλευθερίας ἡ προαγγελθεῖσα ἑορτὴ τοῦ Χριστουγεννιάτικου Δένδρου τῆς Περιηγητικῆς Λέσχης, πρὸς ψυχαγωγίαν 200 περίπου παιδιῶν τοῦ Ὀρφανοτροφείου, τοῦ Βρεφοκομείου, τοῦ Παιδικοῦ Σταθμοῦ καὶ τῆς Ἐργάνη. Πέριξ τοῦ Δένδρου τὸ ὁποῖον εἶχε τοποθετηθῆ ὡς γνωστὸν ἀπὸ ἡμερῶν καὶ εἶχε στολισθῆ καὶ φωταγωγηθῆ κατάλληλα, ἔλαβον τὰς θέσεις των τὰ ἀνωτέρω παιδάκια τῶν Ἱδρυμάτων μας. Τὸ πρόγραμμα τὸ ὁποῖον ἐνηχεῖ ἡ Δημοτικὴ Φιλαρμονικὴ μὲ τὰ Κάλαντα, περιεῖχε χορωδιακὰ Χριστουγεννιάτικα τραγούδια ἀπὸ τὶς χορωδίες τοῦ Ὀρφανοτροφείου καὶ τῆς Ἐργάνη καὶ διάφορα ἐμβατήρια τῆς φιλαρμονικῆς. (686, 214, 866, 484)
sale-ad: ΠΩΛΟΥΝΤΑΙ μεταχειρισμένα ταρακλάδος καὶ ἓν Θερμοπωλεῖον εἰς τὴν Πλατεῖαν Σιγαρέττων Δημητρίου Μπαλτζάκη Μελνάτι ἔναντι Τρογαλας. Ἐπίσης κάθε εἴδος ἀπὸ ὀπὲρ Παιγνίδια μὲ γεύσεις. (1452, 1257, 1632, 1339)
xray-text: Ἰατροῦ—Ἀκτινολόγου. Ὁδὸς Ὀθωνος 10 (Παραλλὰξ ρας θερινοῦ Κινήμου Ἠλέκτρα). Ἐκτελοῦνται πάσης φύσεως Ἀκτινολογικαὶ Ἐργασίαι. Τηλέφ. 99—22 (1455, 1118, 1629, 1176)
electra-ad-tel: ΤΗΛ. 2.54 (803, 976, 843, 1010)
lady-crete-tel: ΤΗΛ. 90-39 92-04 (1286, 1912, 1355, 1921)
apollon-ad-film: Ο ΓΟΛΙΑΘ ΚΑΙ ΟΙ ΒΑΡΒΑΡΟΙ (1077, 1103, 1419, 1131)
doctor-smyr-text: Δέχεται εἰς τὸ ἰατρεῖον του ἐπὶ τῆς γωνίας τῶν ὁδῶν Σμύρνης—Ἀθηνῶν (Πρώην Κομμωτήριον κ. Χρήστου (Τηλ. 97.57 (875, 544, 1058, 590)
